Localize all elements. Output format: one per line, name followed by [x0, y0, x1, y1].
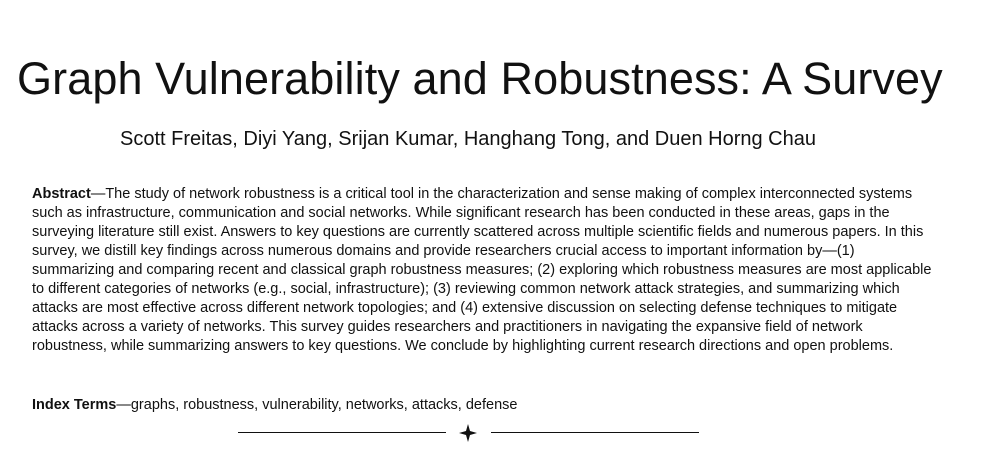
separator-rule-left [238, 432, 446, 433]
author-list: Scott Freitas, Diyi Yang, Srijan Kumar, Hanghang Tong, and Duen Horng Chau [120, 128, 816, 150]
abstract-label: Abstract [32, 186, 91, 202]
section-separator [238, 423, 699, 443]
index-terms [32, 396, 517, 415]
separator-rule-right [491, 432, 699, 433]
abstract-text: —The study of network robustness is a critical tool in the characterization and sense making of complex interconnected systems such as infrastructure, communication and social networks. While significant research has been conducted in these areas, gaps in the surveying literature still exist. Answers to key questions are currently scattered across multiple scientific fields and numerous papers. In this survey, we distill key findings across numerous domains and provide researchers crucial access to important information by—(1) summarizing and comparing recent and classical graph robustness measures; (2) exploring which robustness measures are most applicable to different categories of networks (e.g., social, infrastructure); (3) reviewing common network attack strategies, and summarizing which attacks are most effective across different network topologies; and (4) extensive discussion on selecting defense techniques to mitigate attacks across a variety of networks. This survey guides researchers and practitioners in navigating the expansive field of network robustness, while summarizing answers to key questions. We conclude by highlighting current research directions and open problems. [32, 186, 932, 354]
index-terms-text: —graphs, robustness, vulnerability, networks, attacks, defense [116, 397, 518, 413]
index-terms-label: Index Terms [32, 397, 117, 413]
four-point-star-icon [459, 424, 477, 442]
abstract [32, 185, 932, 356]
paper-title: Graph Vulnerability and Robustness: A Survey [17, 53, 943, 104]
